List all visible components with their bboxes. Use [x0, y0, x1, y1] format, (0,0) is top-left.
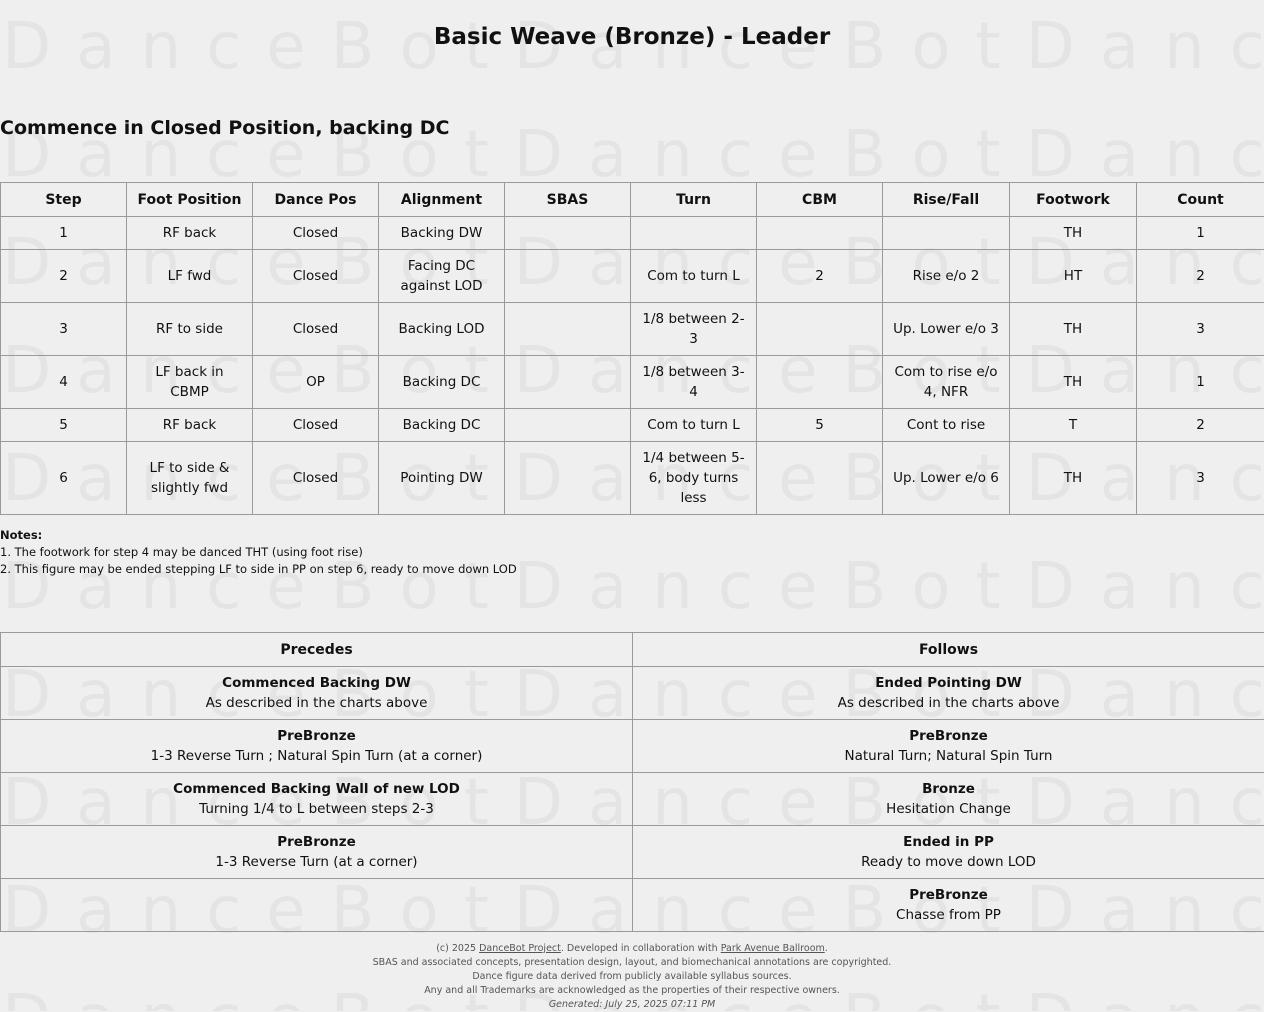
column-header: Footwork [1010, 183, 1137, 217]
table-cell: Backing DC [379, 356, 505, 409]
table-cell: Closed [253, 217, 379, 250]
table-cell: 5 [1, 409, 127, 442]
table-cell [631, 217, 757, 250]
footer-trademarks: Any and all Trademarks are acknowledged as the properties of their respective owners. [0, 984, 1264, 998]
column-header: Dance Pos [253, 183, 379, 217]
table-cell: 1 [1137, 217, 1264, 250]
figure-description: Chasse from PP [641, 905, 1256, 925]
table-cell: T [1010, 409, 1137, 442]
column-header: Alignment [379, 183, 505, 217]
steps-table-header-row [1, 183, 1264, 217]
commence-position-heading: Commence in Closed Position, backing DC [0, 115, 449, 141]
table-cell: TH [1010, 303, 1137, 356]
table-cell [505, 409, 631, 442]
column-header: Step [1, 183, 127, 217]
follows-header: Follows [633, 633, 1264, 667]
figure-description: 1-3 Reverse Turn (at a corner) [9, 852, 624, 872]
table-cell: Up. Lower e/o 6 [883, 442, 1010, 515]
table-cell: LF fwd [127, 250, 253, 303]
table-cell: Rise e/o 2 [883, 250, 1010, 303]
figure-description: Hesitation Change [641, 799, 1256, 819]
table-cell: 2 [1, 250, 127, 303]
table-cell: 1/8 between 3-4 [631, 356, 757, 409]
table-cell: 3 [1137, 442, 1264, 515]
table-cell: Com to turn L [631, 409, 757, 442]
table-cell: Closed [253, 409, 379, 442]
table-cell [757, 356, 883, 409]
table-cell [883, 217, 1010, 250]
table-cell [505, 250, 631, 303]
table-cell: 3 [1137, 303, 1264, 356]
table-cell [757, 442, 883, 515]
footer [0, 942, 1264, 1012]
dancebot-project-link[interactable]: DanceBot Project [479, 943, 561, 954]
step-row [1, 356, 1264, 409]
precedes-follows-row [1, 773, 1264, 826]
precedes-follows-table [0, 632, 1264, 932]
figure-level-name: Ended in PP [641, 832, 1256, 852]
footer-data-source: Dance figure data derived from publicly available syllabus sources. [0, 970, 1264, 984]
park-avenue-ballroom-link[interactable]: Park Avenue Ballroom [721, 943, 825, 954]
table-cell: 1 [1137, 356, 1264, 409]
step-row [1, 250, 1264, 303]
table-cell: Com to rise e/o 4, NFR [883, 356, 1010, 409]
footer-sbas-copyright: SBAS and associated concepts, presentation design, layout, and biomechanical annotations are copyrighted. [0, 956, 1264, 970]
follows-cell [633, 826, 1264, 879]
table-cell: TH [1010, 356, 1137, 409]
table-cell: 1/8 between 2-3 [631, 303, 757, 356]
table-cell: 1 [1, 217, 127, 250]
table-cell: Cont to rise [883, 409, 1010, 442]
table-cell: TH [1010, 217, 1137, 250]
step-row [1, 442, 1264, 515]
follows-cell [633, 720, 1264, 773]
footer-copyright [0, 942, 1264, 956]
figure-level-name: Bronze [641, 779, 1256, 799]
table-cell: 5 [757, 409, 883, 442]
column-header: Count [1137, 183, 1264, 217]
footer-collab-text: . Developed in collaboration with [561, 943, 721, 954]
precedes-cell [1, 773, 633, 826]
table-cell [505, 442, 631, 515]
table-cell: RF to side [127, 303, 253, 356]
figure-level-name: Commenced Backing DW [9, 673, 624, 693]
figure-level-name: PreBronze [641, 726, 1256, 746]
table-cell [505, 356, 631, 409]
notes-title: Notes: [0, 527, 517, 544]
follows-cell [633, 773, 1264, 826]
table-cell: Backing DC [379, 409, 505, 442]
step-row [1, 217, 1264, 250]
table-cell: LF to side & slightly fwd [127, 442, 253, 515]
figure-description: Ready to move down LOD [641, 852, 1256, 872]
table-cell: TH [1010, 442, 1137, 515]
footer-period: . [825, 943, 828, 954]
note-item: 2. This figure may be ended stepping LF to side in PP on step 6, ready to move down LOD [0, 561, 517, 578]
figure-description: Turning 1/4 to L between steps 2-3 [9, 799, 624, 819]
figure-description: Natural Turn; Natural Spin Turn [641, 746, 1256, 766]
precedes-follows-row [1, 720, 1264, 773]
table-cell: 2 [1137, 250, 1264, 303]
follows-cell [633, 667, 1264, 720]
figure-description: As described in the charts above [9, 693, 624, 713]
column-header: SBAS [505, 183, 631, 217]
table-cell: Closed [253, 442, 379, 515]
steps-table [0, 182, 1264, 515]
figure-level-name: PreBronze [9, 726, 624, 746]
table-cell: Backing DW [379, 217, 505, 250]
table-cell [757, 303, 883, 356]
precedes-follows-row [1, 879, 1264, 932]
table-cell: Closed [253, 250, 379, 303]
precedes-cell [1, 826, 633, 879]
precedes-follows-header-row [1, 633, 1264, 667]
table-cell: 6 [1, 442, 127, 515]
table-cell: 2 [757, 250, 883, 303]
step-row [1, 409, 1264, 442]
column-header: Foot Position [127, 183, 253, 217]
figure-description: 1-3 Reverse Turn ; Natural Spin Turn (at a corner) [9, 746, 624, 766]
table-cell: RF back [127, 409, 253, 442]
table-cell: Closed [253, 303, 379, 356]
footer-generated: Generated: July 25, 2025 07:11 PM [0, 998, 1264, 1012]
figure-level-name: Ended Pointing DW [641, 673, 1256, 693]
precedes-follows-row [1, 667, 1264, 720]
figure-level-name: Commenced Backing Wall of new LOD [9, 779, 624, 799]
table-cell [757, 217, 883, 250]
notes [0, 527, 517, 578]
table-cell: 2 [1137, 409, 1264, 442]
table-cell: HT [1010, 250, 1137, 303]
follows-cell [633, 879, 1264, 932]
column-header: Rise/Fall [883, 183, 1010, 217]
table-cell: 4 [1, 356, 127, 409]
step-row [1, 303, 1264, 356]
page-title: Basic Weave (Bronze) - Leader [0, 22, 1264, 52]
table-cell: 3 [1, 303, 127, 356]
note-item: 1. The footwork for step 4 may be danced THT (using foot rise) [0, 544, 517, 561]
precedes-cell [1, 667, 633, 720]
table-cell: LF back in CBMP [127, 356, 253, 409]
figure-description: As described in the charts above [641, 693, 1256, 713]
table-cell: Up. Lower e/o 3 [883, 303, 1010, 356]
figure-level-name: PreBronze [9, 832, 624, 852]
column-header: CBM [757, 183, 883, 217]
table-cell: OP [253, 356, 379, 409]
table-cell: Backing LOD [379, 303, 505, 356]
precedes-cell [1, 879, 633, 932]
footer-copyright-text: (c) 2025 [436, 943, 479, 954]
table-cell [505, 303, 631, 356]
table-cell [505, 217, 631, 250]
table-cell: Pointing DW [379, 442, 505, 515]
table-cell: 1/4 between 5-6, body turns less [631, 442, 757, 515]
figure-level-name: PreBronze [641, 885, 1256, 905]
precedes-cell [1, 720, 633, 773]
table-cell: Com to turn L [631, 250, 757, 303]
table-cell: RF back [127, 217, 253, 250]
precedes-header: Precedes [1, 633, 633, 667]
table-cell: Facing DC against LOD [379, 250, 505, 303]
column-header: Turn [631, 183, 757, 217]
precedes-follows-row [1, 826, 1264, 879]
